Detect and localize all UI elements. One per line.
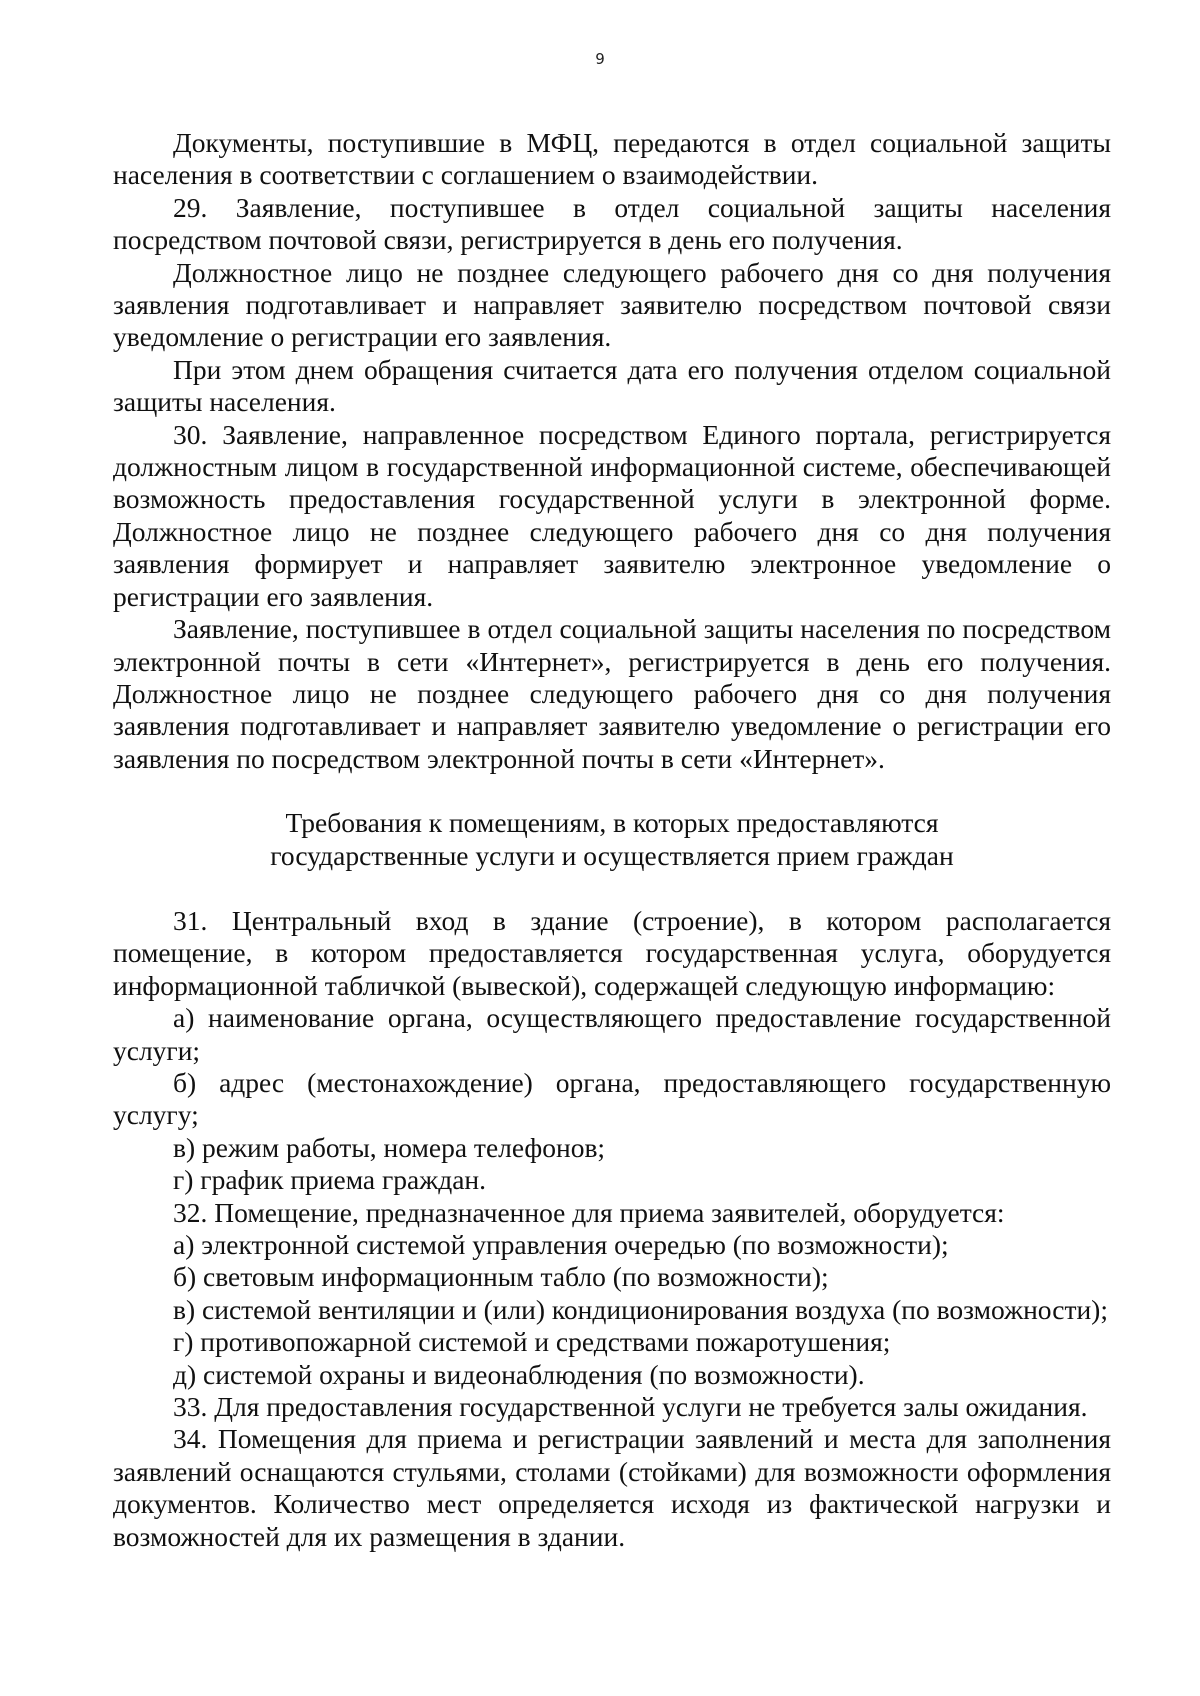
section-heading-line: государственные услуги и осуществляется прием граждан bbox=[270, 839, 954, 871]
paragraph: Должностное лицо не позднее следующего рабочего дня со дня получения заявления подготавливает и направляет заявителю посредством почтовой связи уведомление о регистрации его заявления. bbox=[113, 256, 1111, 353]
paragraph: Документы, поступившие в МФЦ, передаются в отдел социальной защиты населения в соответствии с соглашением о взаимодействии. bbox=[113, 127, 1111, 191]
list-item: а) наименование органа, осуществляющего предоставление государственной услуги; bbox=[113, 1002, 1111, 1066]
list-item: б) световым информационным табло (по возможности); bbox=[173, 1261, 829, 1293]
list-item: д) системой охраны и видеонаблюдения (по возможности). bbox=[173, 1358, 865, 1390]
document-body bbox=[113, 127, 1111, 1553]
list-item: а) электронной системой управления очередью (по возможности); bbox=[173, 1229, 949, 1260]
section-heading-line: Требования к помещениям, в которых предоставляются bbox=[285, 807, 939, 839]
paragraph: 31. Центральный вход в здание (строение), в котором располагается помещение, в котором предоставляется государственная услуга, оборудуется информационной табличкой (вывеской), содержащей следующую информацию: bbox=[113, 904, 1111, 1001]
list-item: б) адрес (местонахождение) органа, предоставляющего государственную услугу; bbox=[113, 1066, 1111, 1131]
list-item: г) график приема граждан. bbox=[173, 1164, 487, 1196]
paragraph: 29. Заявление, поступившее в отдел социальной защиты населения посредством почтовой связи, регистрируется в день его получения. bbox=[113, 191, 1111, 256]
paragraph: 34. Помещения для приема и регистрации заявлений и места для заполнения заявлений оснащаются стульями, столами (стойками) для возможности оформления документов. Количество мест определяется исходя из фактической нагрузки и возможностей для их размещения в здании. bbox=[113, 1423, 1111, 1552]
paragraph: При этом днем обращения считается дата его получения отделом социальной защиты населения. bbox=[113, 353, 1111, 418]
list-item: г) противопожарной системой и средствами пожаротушения; bbox=[173, 1326, 891, 1358]
section-heading bbox=[113, 807, 1111, 872]
paragraph: 30. Заявление, направленное посредством Единого портала, регистрируется должностным лицом в государственной информационной системе, обеспечивающей возможность предоставления государственной услуги в электронной форме. Должностное лицо не позднее следующего рабочего дня со дня получения заявления формирует и направляет заявителю электронное уведомление о регистрации его заявления. bbox=[113, 418, 1111, 612]
list-item: в) режим работы, номера телефонов; bbox=[173, 1131, 606, 1163]
paragraph: Заявление, поступившее в отдел социальной защиты населения по посредством электронной почты в сети «Интернет», регистрируется в день его получения. Должностное лицо не позднее следующего рабочего дня со дня получения заявления подготавливает и направляет заявителю уведомление о регистрации его заявления по посредством электронной почты в сети «Интернет». bbox=[113, 613, 1111, 774]
paragraph: 33. Для предоставления государственной услуги не требуется залы ожидания. bbox=[173, 1391, 1088, 1423]
page-number: 9 bbox=[595, 50, 605, 68]
paragraph: 32. Помещение, предназначенное для приема заявителей, оборудуется: bbox=[173, 1196, 1005, 1228]
list-item: в) системой вентиляции и (или) кондиционирования воздуха (по возможности); bbox=[173, 1293, 1108, 1325]
